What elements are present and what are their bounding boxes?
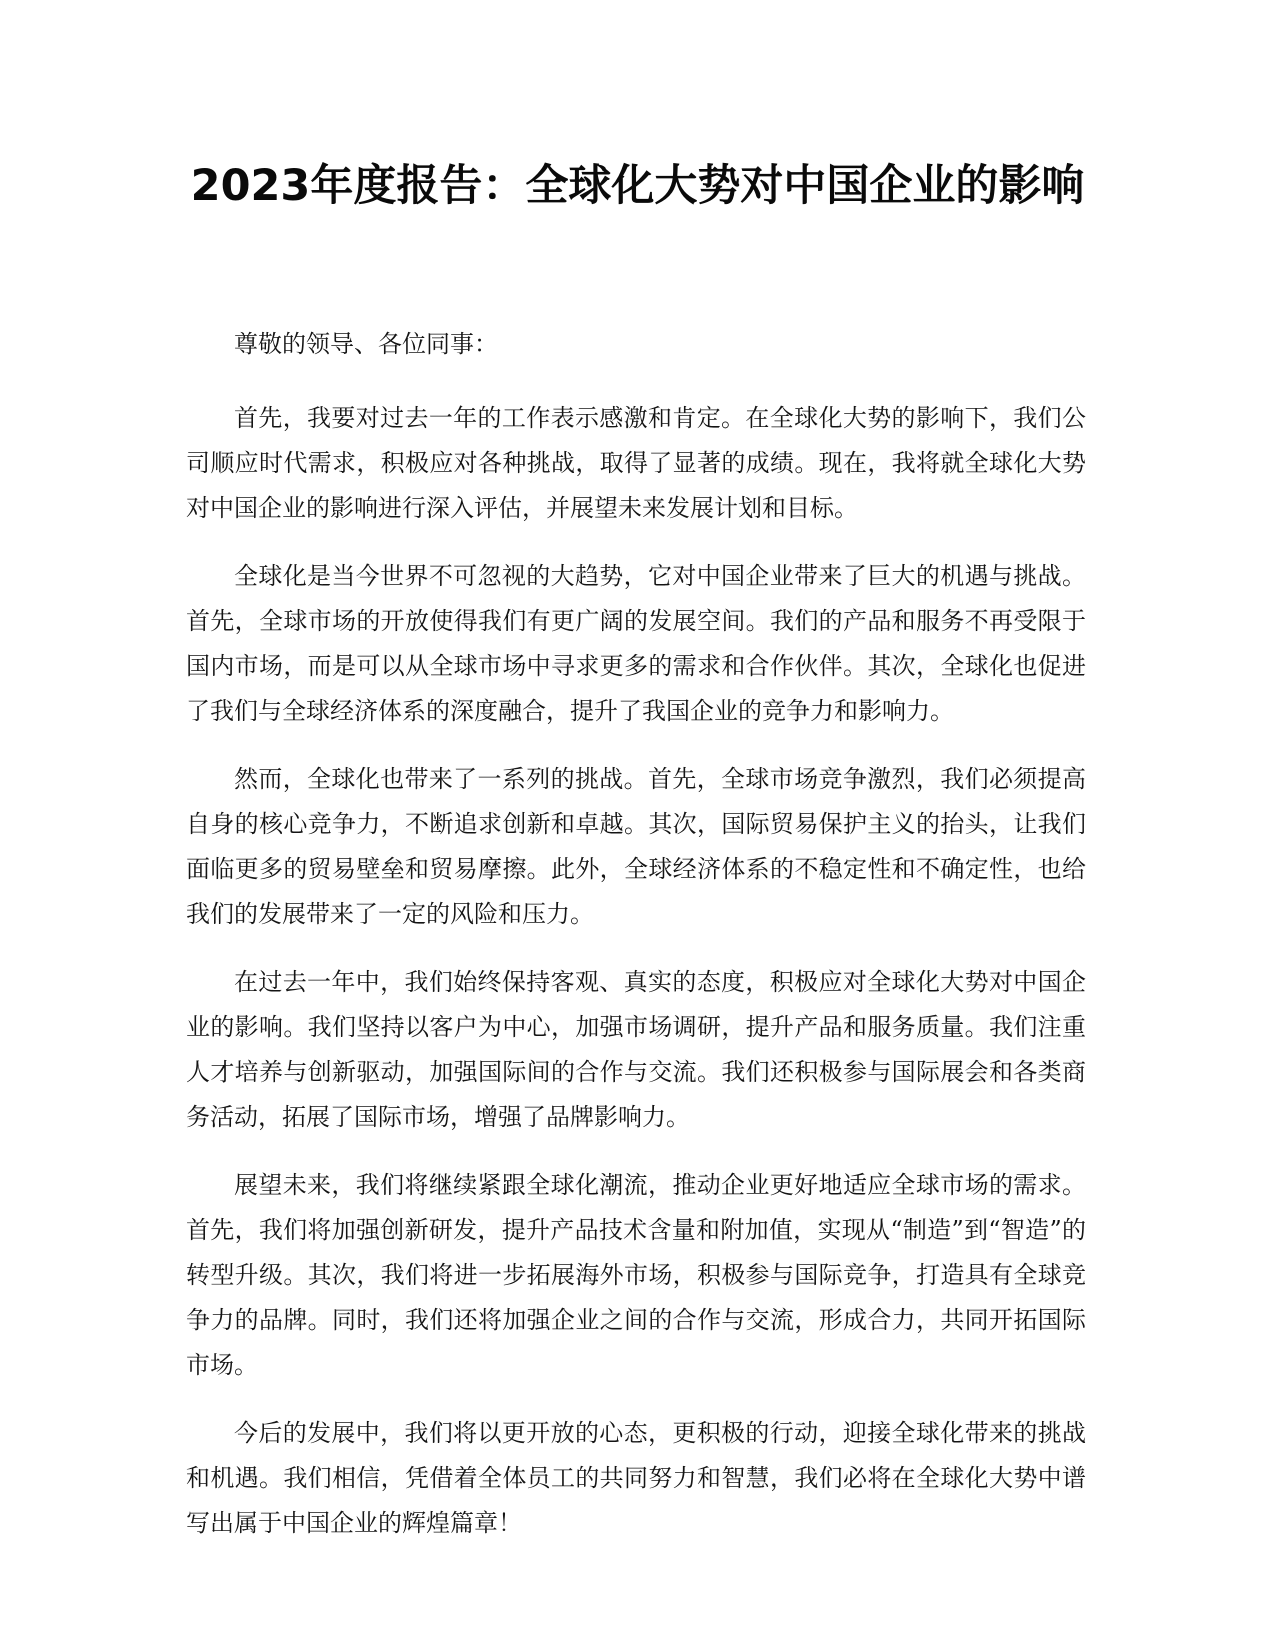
paragraph-challenges: 然而，全球化也带来了一系列的挑战。首先，全球市场竞争激烈，我们必须提高自身的核心竞争力，不断追求创新和卓越。其次，国际贸易保护主义的抬头，让我们面临更多的贸易壁垒和贸易摩擦。此外，全球经济体系的不稳定性和不确定性，也给我们的发展带来了一定的风险和压力。 (186, 765, 1086, 928)
document-body (186, 322, 1086, 1569)
paragraph-past-year: 在过去一年中，我们始终保持客观、真实的态度，积极应对全球化大势对中国企业的影响。我们坚持以客户为中心，加强市场调研，提升产品和服务质量。我们注重人才培养与创新驱动，加强国际间的合作与交流。我们还积极参与国际展会和各类商务活动，拓展了国际市场，增强了品牌影响力。 (186, 968, 1086, 1131)
salutation: 尊敬的领导、各位同事： (234, 330, 498, 358)
document-title: 2023年度报告：全球化大势对中国企业的影响 (190, 161, 1085, 211)
paragraph-outlook: 展望未来，我们将继续紧跟全球化潮流，推动企业更好地适应全球市场的需求。首先，我们将加强创新研发，提升产品技术含量和附加值，实现从“制造”到“智造”的转型升级。其次，我们将进一步拓展海外市场，积极参与国际竞争，打造具有全球竞争力的品牌。同时，我们还将加强企业之间的合作与交流，形成合力，共同开拓国际市场。 (186, 1171, 1086, 1379)
paragraph-intro: 首先，我要对过去一年的工作表示感激和肯定。在全球化大势的影响下，我们公司顺应时代需求，积极应对各种挑战，取得了显著的成绩。现在，我将就全球化大势对中国企业的影响进行深入评估，并展望未来发展计划和目标。 (186, 404, 1086, 522)
paragraph-closing: 今后的发展中，我们将以更开放的心态，更积极的行动，迎接全球化带来的挑战和机遇。我们相信，凭借着全体员工的共同努力和智慧，我们必将在全球化大势中谱写出属于中国企业的辉煌篇章！ (186, 1419, 1086, 1537)
paragraph-opportunities: 全球化是当今世界不可忽视的大趋势，它对中国企业带来了巨大的机遇与挑战。首先，全球市场的开放使得我们有更广阔的发展空间。我们的产品和服务不再受限于国内市场，而是可以从全球市场中寻求更多的需求和合作伙伴。其次，全球化也促进了我们与全球经济体系的深度融合，提升了我国企业的竞争力和影响力。 (186, 562, 1086, 725)
